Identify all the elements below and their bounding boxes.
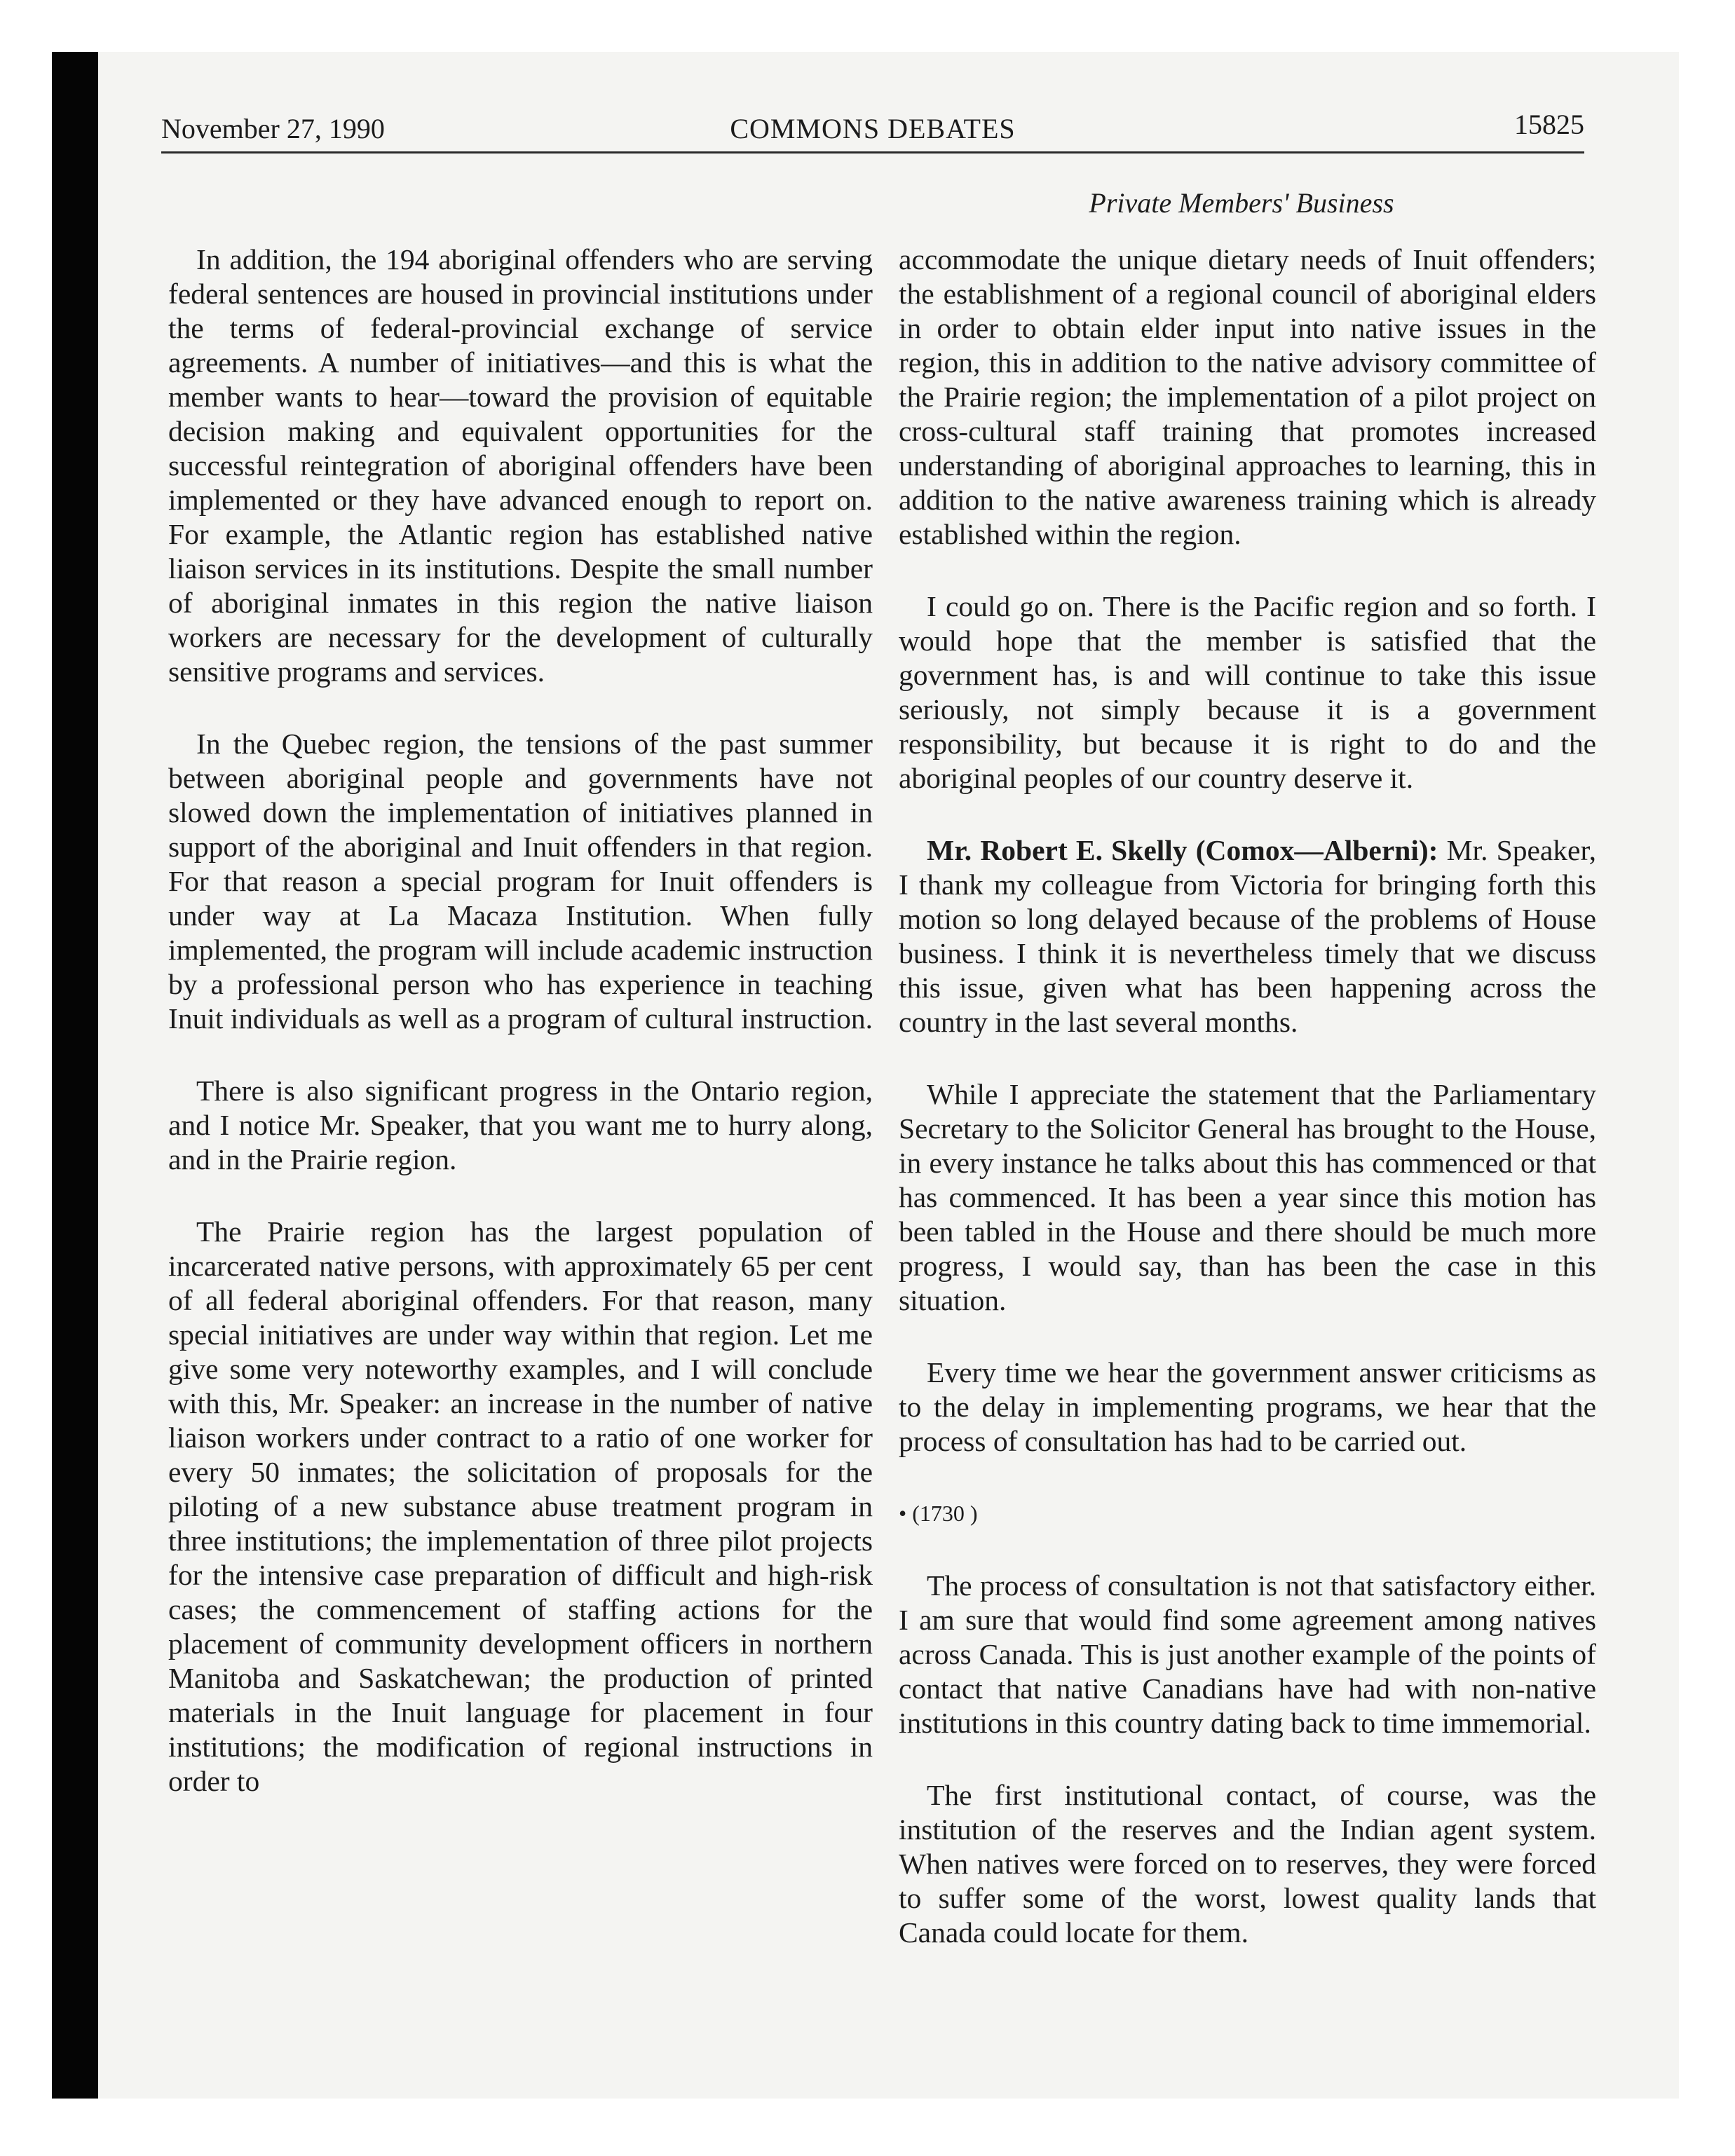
speaker-name: Mr. Robert E. Skelly (Comox—Alberni): xyxy=(927,834,1438,866)
right-paragraph-continuation: accommodate the unique dietary needs of Inuit offenders; the establishment of a regional council of aboriginal elders in order to obtain elder input into native issues in the region, this in addition to the native advisory committee of the Prairie region; the implementation of a pilot project on cross-cultural staff training that promotes increased understanding of aboriginal approaches to learning, this in addition to the native awareness training which is already established within the region. xyxy=(899,243,1596,550)
left-paragraph-2: In the Quebec region, the tensions of the past summer between aboriginal people and governments have not slowed down the implementation of initiatives planned in support of the aboriginal and Inuit offenders in that region. For that reason a special program for Inuit offenders is under way at La Macaza Institution. When fully implemented, the program will include academic instruction by a professional person who has experience in teaching Inuit individuals as well as a program of cultural instruction. xyxy=(168,728,873,1035)
scan-edge-shadow xyxy=(52,52,98,2099)
left-column xyxy=(168,243,873,1836)
left-paragraph-1: In addition, the 194 aboriginal offenders who are serving federal sentences are housed in provincial institutions under the terms of federal-provincial exchange of service agreements. A number of initiatives—and this is what the member wants to hear—toward the provision of equitable decision making and equivalent opportunities for the successful reintegration of aboriginal offenders have been implemented or they have advanced enough to report on. For example, the Atlantic region has established native liaison services in its institutions. Despite the small number of aboriginal inmates in this region the native liaison workers are necessary for the development of culturally sensitive programs and services. xyxy=(168,243,873,688)
left-paragraph-4: The Prairie region has the largest population of incarcerated native persons, with approximately 65 per cent of all federal aboriginal offenders. For that reason, many special initiatives are under way within that region. Let me give some very noteworthy examples, and I will conclude with this, Mr. Speaker: an increase in the number of native liaison workers under contract to a ratio of one worker for every 50 inmates; the solicitation of proposals for the piloting of a new substance abuse treatment program in three institutions; the implementation of three pilot projects for the intensive case preparation of difficult and high-risk cases; the commencement of staffing actions for the placement of community development officers in northern Manitoba and Saskatchewan; the production of printed materials in the Inuit language for placement in four institutions; the modification of regional instructions in order to xyxy=(168,1215,873,1797)
header-date: November 27, 1990 xyxy=(161,113,385,144)
right-paragraph-speaker xyxy=(899,833,1596,1039)
left-paragraph-3: There is also significant progress in the Ontario region, and I notice Mr. Speaker, that you want me to hurry along, and in the Prairie region. xyxy=(168,1074,873,1175)
header-page-number: 15825 xyxy=(1514,109,1584,140)
right-paragraph-2: I could go on. There is the Pacific region and so forth. I would hope that the member is satisfied that the government has, is and will continue to take this issue seriously, not simply because it is a government responsibility, but because it is right to do and the aboriginal peoples of our country deserve it. xyxy=(899,590,1596,794)
right-column xyxy=(899,243,1596,1988)
header-publication: COMMONS DEBATES xyxy=(730,113,1016,144)
right-paragraph-6: The process of consultation is not that satisfactory either. I am sure that would find some agreement among natives across Canada. This is just another example of the points of contact that native Canadians have had with non-native institutions in this country dating back to time immemorial. xyxy=(899,1569,1596,1739)
right-paragraph-7: The first institutional contact, of course, was the institution of the reserves and the Indian agent system. When natives were forced on to reserves, they were forced to suffer some of the worst, lowest quality lands that Canada could locate for them. xyxy=(899,1779,1596,1949)
time-marker: • (1730 ) xyxy=(899,1501,978,1526)
right-paragraph-5: Every time we hear the government answer criticisms as to the delay in implementing programs, we hear that the process of consultation has had to be carried out. xyxy=(899,1356,1596,1457)
right-paragraph-4: While I appreciate the statement that the Parliamentary Secretary to the Solicitor General has brought to the House, in every instance he talks about this has commenced or that has commenced. It has been a year since this motion has been tabled in the House and there should be much more progress, I would say, than has been the case in this situation. xyxy=(899,1078,1596,1316)
speaker-text: Mr. Speaker, I thank my colleague from Victoria for bringing forth this motion so long delayed because of the problems of House business. I think it is nevertheless timely that we discuss this issue, given what has been happening across the country in the last several months. xyxy=(899,834,1597,1038)
page-header xyxy=(161,109,1584,149)
header-rule xyxy=(161,151,1584,153)
section-label: Private Members' Business xyxy=(1089,187,1394,219)
